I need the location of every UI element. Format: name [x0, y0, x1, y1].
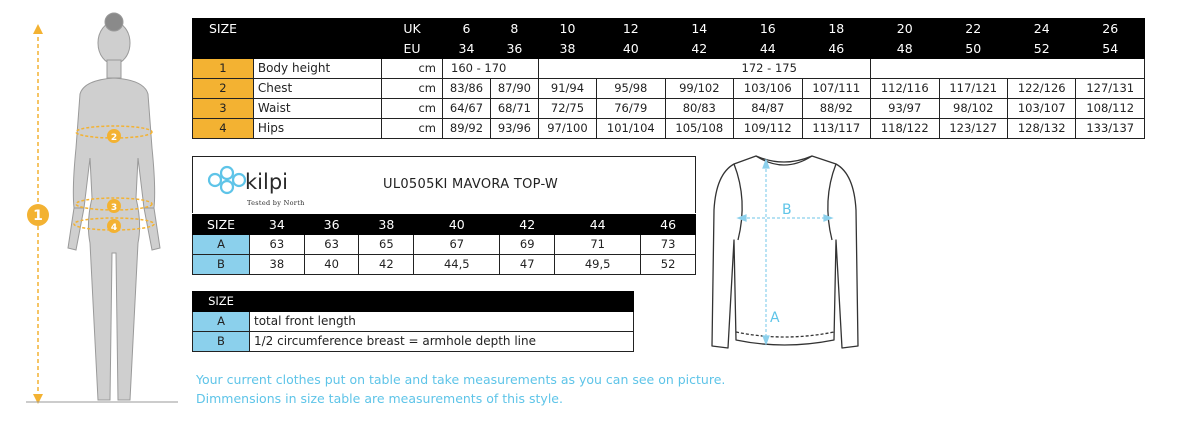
size-value-cell: 112/116 [871, 79, 939, 99]
size-value-cell: 108/112 [1076, 99, 1145, 119]
product-value-cell: 65 [359, 235, 414, 255]
brand-name: kilpi [245, 170, 288, 194]
size-value-cell: 89/92 [443, 119, 491, 139]
table-row-chest [193, 79, 1145, 99]
table-row-body-height [193, 59, 1145, 79]
product-value-cell: 49,5 [555, 255, 641, 275]
product-size: 40 [414, 215, 500, 235]
product-value-cell: 67 [414, 235, 500, 255]
uk-size: 26 [1076, 19, 1145, 39]
size-value-cell: 98/102 [939, 99, 1007, 119]
legend-row-b [193, 332, 634, 352]
eu-size: 40 [597, 39, 665, 59]
uk-size: 20 [871, 19, 939, 39]
product-size: 44 [555, 215, 641, 235]
uk-label: UK [382, 19, 443, 39]
table-row-b [193, 255, 696, 275]
size-value-cell: 109/112 [734, 119, 802, 139]
size-header: SIZE [193, 19, 382, 39]
size-value-cell: 64/67 [443, 99, 491, 119]
eu-size: 50 [939, 39, 1007, 59]
row-name: Hips [253, 119, 381, 139]
body-size-table [192, 18, 1145, 139]
row-unit: cm [382, 59, 443, 79]
size-value-cell: 123/127 [939, 119, 1007, 139]
brand-header [192, 156, 696, 213]
eu-size: 54 [1076, 39, 1145, 59]
legend-text: total front length [250, 312, 634, 332]
row-label: B [193, 255, 250, 275]
size-value-cell: 95/98 [597, 79, 665, 99]
size-value-cell: 76/79 [597, 99, 665, 119]
legend-text: 1/2 circumference breast = armhole depth line [250, 332, 634, 352]
eu-size: 38 [538, 39, 596, 59]
product-name: UL0505KI MAVORA TOP-W [383, 177, 559, 192]
size-value-cell: 93/97 [871, 99, 939, 119]
uk-size: 24 [1007, 19, 1075, 39]
size-value-cell: 133/137 [1076, 119, 1145, 139]
row-unit: cm [382, 119, 443, 139]
shirt-label-b: B [782, 202, 792, 218]
kilpi-logo-icon [205, 165, 315, 209]
product-size: 46 [641, 215, 696, 235]
product-value-cell: 40 [304, 255, 359, 275]
row-name: Chest [253, 79, 381, 99]
size-value-cell: 93/96 [490, 119, 538, 139]
product-size: 38 [359, 215, 414, 235]
table-row-waist [193, 99, 1145, 119]
eu-size: 52 [1007, 39, 1075, 59]
size-value-cell: 103/106 [734, 79, 802, 99]
product-size-header-row [193, 215, 696, 235]
product-value-cell: 42 [359, 255, 414, 275]
eu-label: EU [382, 39, 443, 59]
svg-text:4: 4 [110, 223, 118, 233]
shirt-label-a: A [770, 310, 780, 326]
legend-label: A [193, 312, 250, 332]
product-value-cell: 47 [500, 255, 555, 275]
row-name: Body height [253, 59, 381, 79]
size-value-cell: 127/131 [1076, 79, 1145, 99]
svg-text:1: 1 [33, 208, 43, 224]
row-unit: cm [382, 99, 443, 119]
uk-size: 14 [665, 19, 733, 39]
size-value-cell: 68/71 [490, 99, 538, 119]
height-range: 160 - 170 [443, 59, 539, 79]
size-value-cell: 97/100 [538, 119, 596, 139]
size-value-cell: 113/117 [802, 119, 870, 139]
product-value-cell: 44,5 [414, 255, 500, 275]
product-value-cell: 73 [641, 235, 696, 255]
body-measurement-figure [18, 8, 188, 414]
uk-size-row [193, 19, 1145, 39]
size-value-cell: 84/87 [734, 99, 802, 119]
row-number: 2 [193, 79, 254, 99]
size-value-cell: 99/102 [665, 79, 733, 99]
svg-text:2: 2 [110, 133, 118, 143]
row-unit: cm [382, 79, 443, 99]
eu-size: 48 [871, 39, 939, 59]
row-number: 3 [193, 99, 254, 119]
row-name: Waist [253, 99, 381, 119]
size-value-cell: 83/86 [443, 79, 491, 99]
size-value-cell: 101/104 [597, 119, 665, 139]
product-value-cell: 52 [641, 255, 696, 275]
eu-size: 44 [734, 39, 802, 59]
uk-size: 18 [802, 19, 870, 39]
note-line-2: Dimmensions in size table are measurements of this style. [196, 391, 563, 406]
uk-size: 22 [939, 19, 1007, 39]
uk-size: 8 [490, 19, 538, 39]
eu-size-row [193, 39, 1145, 59]
eu-size: 46 [802, 39, 870, 59]
product-value-cell: 38 [250, 255, 305, 275]
legend-header-row [193, 292, 634, 312]
brand-tagline: Tested by North [247, 199, 305, 207]
height-range: 172 - 175 [734, 59, 871, 79]
product-size: 42 [500, 215, 555, 235]
uk-size: 16 [734, 19, 802, 39]
size-value-cell: 105/108 [665, 119, 733, 139]
size-value-cell: 87/90 [490, 79, 538, 99]
eu-size: 36 [490, 39, 538, 59]
product-value-cell: 63 [250, 235, 305, 255]
row-label: A [193, 235, 250, 255]
table-row-a [193, 235, 696, 255]
eu-size: 42 [665, 39, 733, 59]
product-value-cell: 63 [304, 235, 359, 255]
product-value-cell: 71 [555, 235, 641, 255]
product-size: 36 [304, 215, 359, 235]
product-value-cell: 69 [500, 235, 555, 255]
size-value-cell: 107/111 [802, 79, 870, 99]
legend-label: B [193, 332, 250, 352]
table-row-hips [193, 119, 1145, 139]
product-size: 34 [250, 215, 305, 235]
uk-size: 10 [538, 19, 596, 39]
size-header: SIZE [193, 215, 250, 235]
measurement-legend-table [192, 291, 634, 352]
product-size-table [192, 214, 696, 275]
size-value-cell: 88/92 [802, 99, 870, 119]
size-value-cell: 128/132 [1007, 119, 1075, 139]
svg-text:3: 3 [110, 203, 118, 213]
size-value-cell: 103/107 [1007, 99, 1075, 119]
size-value-cell: 117/121 [939, 79, 1007, 99]
row-number: 4 [193, 119, 254, 139]
row-number: 1 [193, 59, 254, 79]
uk-size: 12 [597, 19, 665, 39]
size-value-cell: 118/122 [871, 119, 939, 139]
shirt-diagram [708, 150, 860, 360]
size-value-cell: 122/126 [1007, 79, 1075, 99]
note-line-1: Your current clothes put on table and take measurements as you can see on picture. [196, 372, 726, 387]
uk-size: 6 [443, 19, 491, 39]
legend-row-a [193, 312, 634, 332]
size-value-cell: 72/75 [538, 99, 596, 119]
eu-size: 34 [443, 39, 491, 59]
size-value-cell: 80/83 [665, 99, 733, 119]
size-header: SIZE [193, 292, 250, 312]
size-value-cell: 91/94 [538, 79, 596, 99]
